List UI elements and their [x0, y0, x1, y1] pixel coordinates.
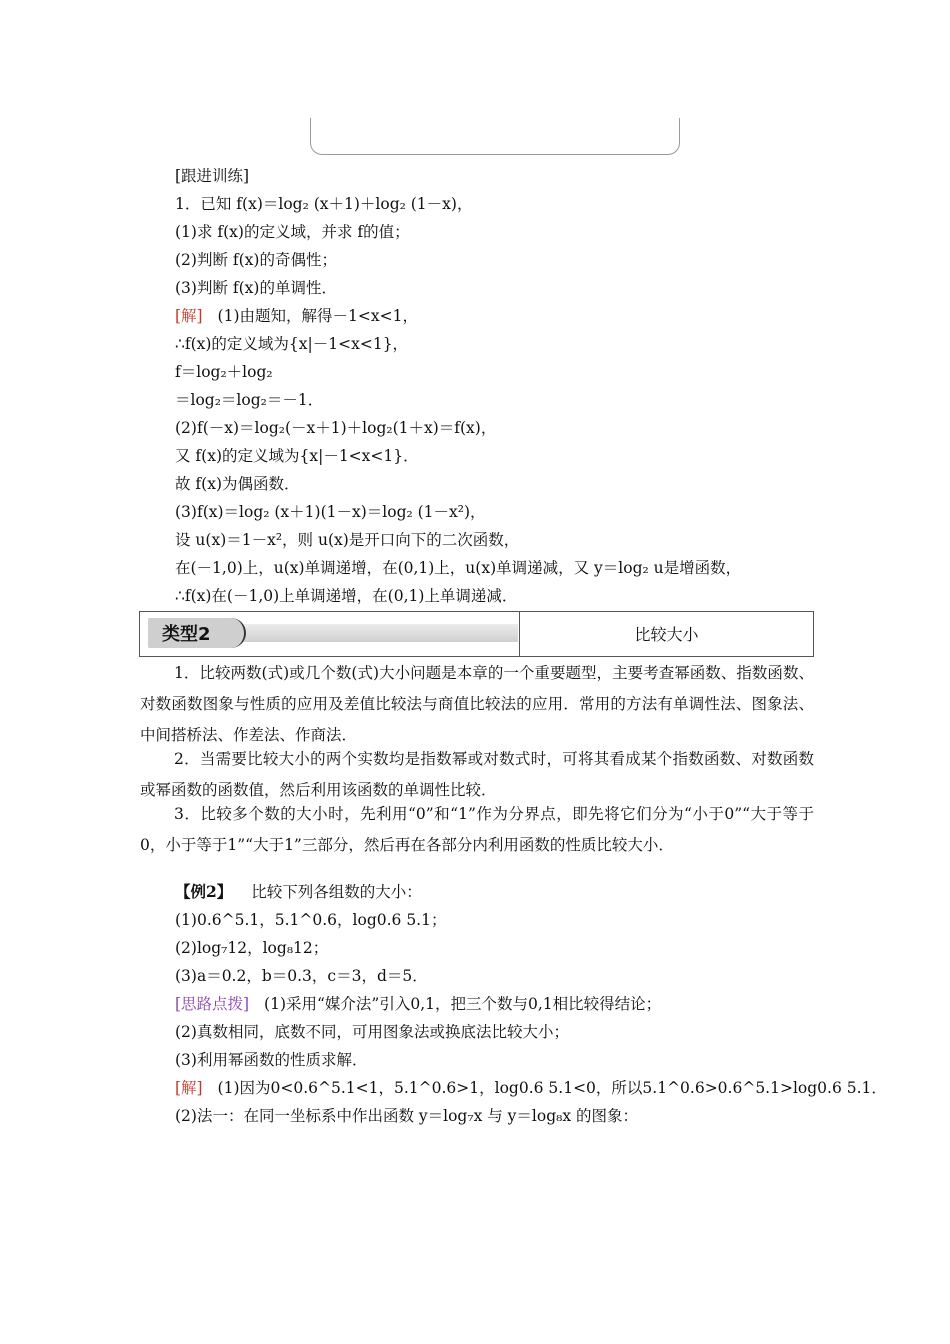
question-part-1: (1)求 f(x)的定义域，并求 f的值； — [175, 223, 410, 241]
example-heading — [175, 882, 422, 902]
example-solution-tag: [解] — [175, 1079, 203, 1097]
hint-tag: [思路点拨] — [175, 995, 250, 1013]
hint-line-1: [思路点拨] (1)采用“媒介法”引入0,1，把三个数与0,1相比较得结论； — [175, 995, 662, 1013]
type-badge — [140, 612, 518, 656]
solution-line-9: 设 u(x)＝1－x²，则 u(x)是开口向下的二次函数， — [175, 531, 520, 549]
solution-line-2: ∴f(x)的定义域为{x|－1<x<1}， — [175, 335, 409, 353]
section-title: 比较大小 — [634, 625, 699, 644]
solution-line-1: [解] (1)由题知，解得－1<x<1， — [175, 307, 418, 325]
badge-band — [210, 624, 518, 642]
hint-line-2: (2)真数相同，底数不同，可用图象法或换底法比较大小； — [175, 1023, 569, 1041]
example-label: 【例2】 — [175, 882, 233, 901]
example-item-2: (2)log₇12，log₈12； — [175, 939, 329, 957]
solution-line-8: (3)f(x)＝log₂ (x＋1)(1－x)＝log₂ (1－x²)， — [175, 503, 486, 521]
note-paragraph-3: 3．比较多个数的大小时，先利用“0”和“1”作为分界点，即先将它们分为“小于0”“大于等于0，小于等于1”“大于1”三部分，然后再在各部分内利用函数的性质比较大小． — [140, 805, 814, 854]
example-solution-line-2: (2)法一：在同一坐标系中作出函数 y＝log₇x 与 y＝log₈x 的图象： — [175, 1107, 639, 1125]
note-paragraph-1: 1．比较两数(式)或几个数(式)大小问题是本章的一个重要题型，主要考查幂函数、指数函数、对数函数图象与性质的应用及差值比较法与商值比较法的应用．常用的方法有单调性法、图象法、中间搭桥法、作差法、作商法． — [140, 664, 814, 744]
solution-line-5: (2)f(－x)＝log₂(－x＋1)＋log₂(1＋x)＝f(x)， — [175, 419, 497, 437]
training-header: [跟进训练] — [175, 167, 250, 185]
note-paragraph-2: 2．当需要比较大小的两个实数均是指数幂或对数式时，可将其看成某个指数函数、对数函数或幂函数的函数值，然后利用该函数的单调性比较． — [140, 750, 814, 799]
solution-line-11: ∴f(x)在(－1,0)上单调递增，在(0,1)上单调递减． — [175, 587, 518, 605]
example-solution-line-1: [解] (1)因为0<0.6^5.1<1，5.1^0.6>1，log0.6 5.1<0，所以5.1^0.6>0.6^5.1>log0.6 5.1． — [175, 1079, 887, 1097]
example-item-1: (1)0.6^5.1，5.1^0.6，log0.6 5.1； — [175, 911, 447, 929]
solution-line-6: 又 f(x)的定义域为{x|－1<x<1}． — [175, 447, 419, 465]
section-type-bar — [139, 611, 814, 657]
solution-line-7: 故 f(x)为偶函数． — [175, 475, 300, 493]
solution-tag: [解] — [175, 307, 203, 325]
example-item-3: (3)a＝0.2，b＝0.3，c＝3，d＝5． — [175, 967, 428, 985]
solution-line-4: ＝log₂＝log₂＝－1． — [175, 391, 324, 409]
badge-pill — [148, 618, 246, 648]
solution-line-3: f＝log₂＋log₂ — [175, 363, 273, 381]
hint-line-3: (3)利用幂函数的性质求解． — [175, 1051, 368, 1069]
question-part-2: (2)判断 f(x)的奇偶性； — [175, 251, 337, 269]
question-intro: 1．已知 f(x)＝log₂ (x＋1)＋log₂ (1－x)， — [175, 195, 473, 213]
frame-box-bottom — [310, 118, 680, 155]
type-badge-label: 类型2 — [162, 624, 211, 645]
solution-line-10: 在(－1,0)上，u(x)单调递增，在(0,1)上，u(x)单调递减，又 y＝log₂ u是增函数， — [175, 559, 742, 577]
example-prompt: 比较下列各组数的大小： — [251, 883, 422, 901]
question-part-3: (3)判断 f(x)的单调性． — [175, 279, 337, 297]
